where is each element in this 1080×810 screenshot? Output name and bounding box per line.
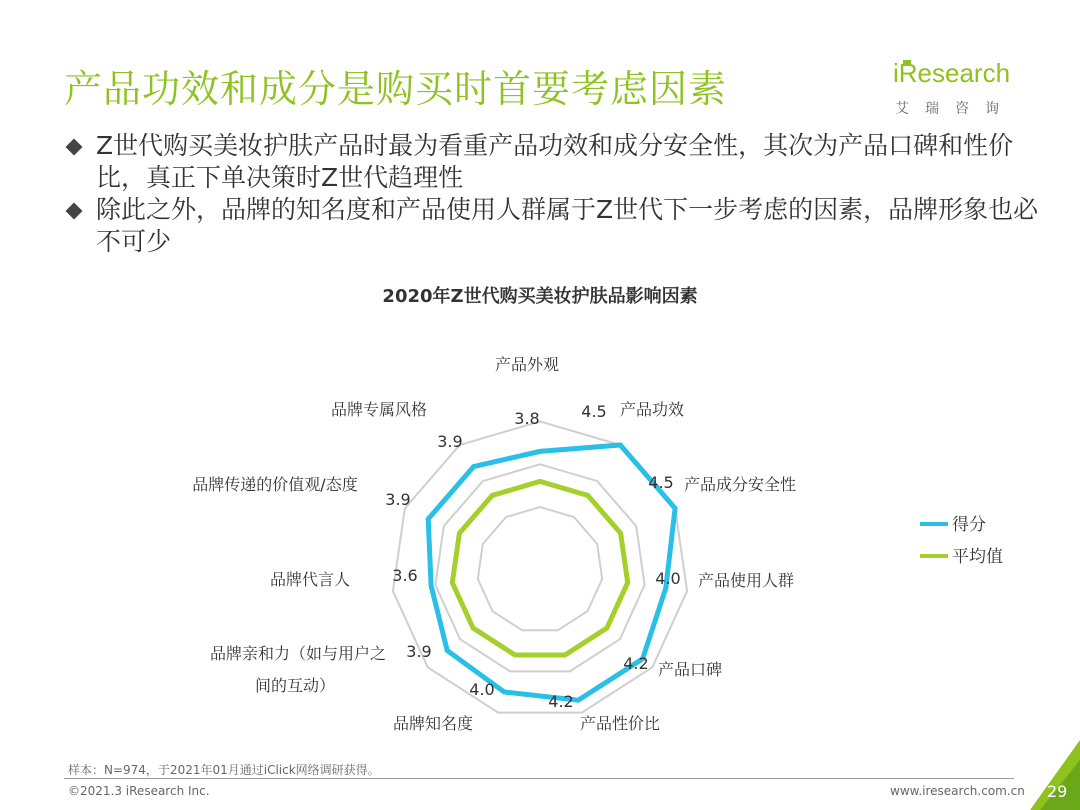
- category-label: 产品功效: [620, 400, 685, 419]
- logo-text: iResearch: [893, 58, 1011, 88]
- logo-subtitle: 艾瑞咨询: [895, 101, 1015, 117]
- bullet-list: [64, 130, 1044, 258]
- bullet-text: 除此之外，品牌的知名度和产品使用人群属于Z世代下一步考虑的因素，品牌形象也必不可少: [96, 195, 1039, 256]
- category-label: 产品使用人群: [698, 571, 795, 590]
- category-label: 品牌传递的价值观/态度: [192, 475, 358, 494]
- bullet-item: [64, 130, 1044, 194]
- data-label: 3.9: [385, 490, 411, 509]
- footer-divider: [64, 778, 1014, 779]
- data-label: 4.2: [623, 654, 649, 673]
- bullet-text: Z世代购买美妆护肤产品时最为看重产品功效和成分安全性，其次为产品口碑和性价比，真正下单决策时Z世代趋理性: [96, 131, 1014, 192]
- category-label: 品牌亲和力（如与用户之间的互动）: [209, 644, 387, 695]
- data-label: 3.8: [514, 409, 540, 428]
- data-label: 3.9: [437, 432, 463, 451]
- data-label: 4.5: [648, 473, 674, 492]
- data-label: 3.9: [406, 642, 432, 661]
- category-label: 品牌专属风格: [330, 400, 428, 419]
- category-label: 产品性价比: [579, 714, 661, 733]
- website-url: www.iresearch.com.cn: [890, 784, 1025, 798]
- legend-label: 得分: [952, 515, 986, 535]
- radar-chart: [0, 300, 1080, 750]
- copyright: ©2021.3 iResearch Inc.: [68, 784, 210, 798]
- category-label: 产品外观: [494, 355, 560, 374]
- legend-label: 平均值: [952, 547, 1003, 567]
- data-label: 4.0: [469, 680, 495, 699]
- diamond-bullet-icon: [66, 139, 83, 156]
- bullet-item: [64, 194, 1044, 258]
- iresearch-logo: [893, 58, 1028, 120]
- radar-grid-ring: [478, 507, 602, 630]
- data-label: 4.0: [655, 569, 681, 588]
- data-label: 3.6: [392, 566, 418, 585]
- sample-note: 样本：N=974，于2021年01月通过iClick网络调研获得。: [68, 763, 380, 777]
- data-label: 4.5: [581, 402, 607, 421]
- category-label: 品牌代言人: [269, 570, 351, 589]
- category-label: 产品口碑: [658, 660, 723, 679]
- radar-grid-ring: [435, 464, 644, 671]
- category-label: 产品成分安全性: [684, 475, 797, 494]
- page-number: 29: [1047, 782, 1068, 801]
- data-label: 4.2: [548, 692, 574, 711]
- diamond-bullet-icon: [66, 203, 83, 220]
- chart-title: 2020年Z世代购买美妆护肤品影响因素: [382, 286, 698, 307]
- slide-title: 产品功效和成分是购买时首要考虑因素: [64, 67, 728, 111]
- category-label: 品牌知名度: [392, 714, 474, 733]
